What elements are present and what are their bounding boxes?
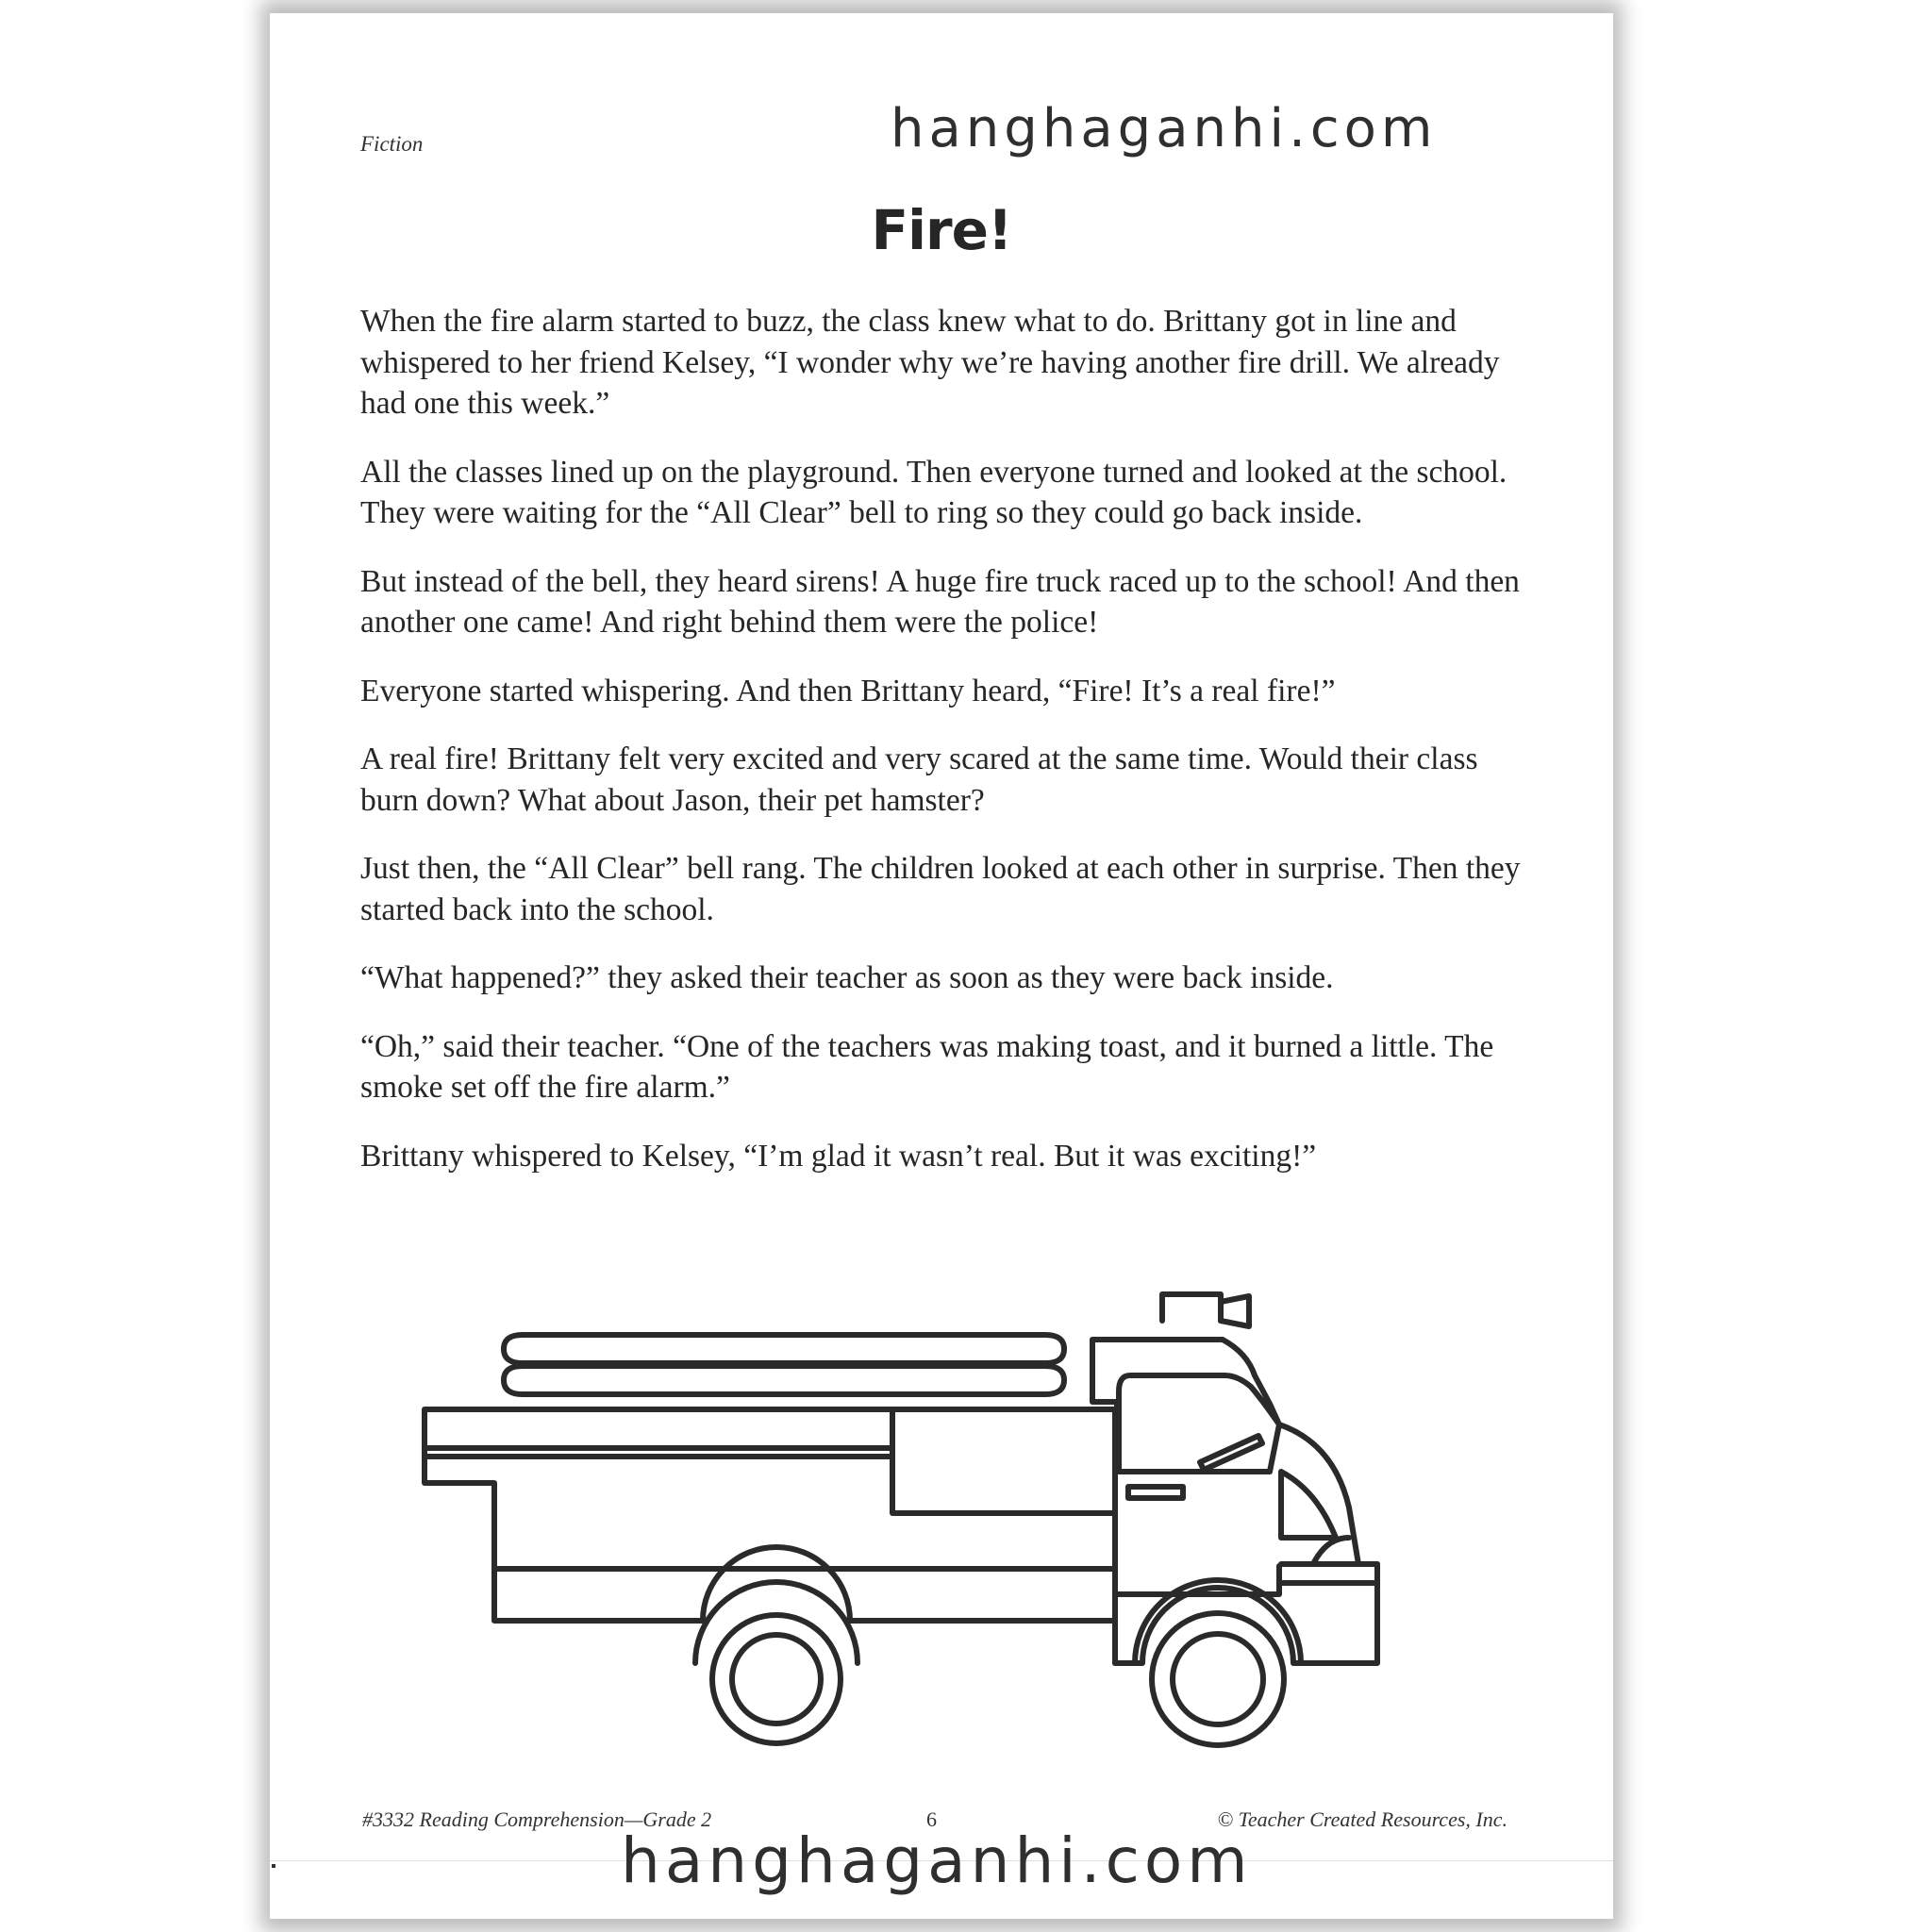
hood-front [1281, 1472, 1336, 1538]
category-label: Fiction [360, 132, 424, 156]
footer-book-title: #3332 Reading Comprehension—Grade 2 [362, 1807, 712, 1831]
siren-dome [1221, 1296, 1249, 1326]
hose-bottom [504, 1366, 1064, 1394]
worksheet-page [270, 13, 1613, 1919]
story-paragraph: “What happened?” they asked their teacher as soon as they were back inside. [360, 960, 1334, 995]
story-paragraph: “Oh,” said their teacher. “One of the teachers was making toast, and it burned a little. The smoke set off the fire alarm.” [360, 1028, 1494, 1105]
door-handle [1128, 1487, 1183, 1498]
story-paragraph: Just then, the “All Clear” bell rang. The children looked at each other in surprise. Then they started back into the school. [360, 851, 1521, 927]
fire-truck-icon [402, 1283, 1468, 1764]
watermark-top: hanghaganhi.com [891, 98, 1438, 159]
story-paragraph: Everyone started whispering. And then Brittany heard, “Fire! It’s a real fire!” [360, 673, 1336, 708]
siren-light [1162, 1294, 1221, 1321]
story-text [360, 301, 1521, 1204]
page-title: Fire! [871, 198, 1012, 262]
rear-hubcap [732, 1635, 821, 1724]
side-compartment [892, 1409, 1115, 1513]
watermark-bottom: hanghaganhi.com [621, 1824, 1253, 1897]
story-paragraph: When the fire alarm started to buzz, the class knew what to do. Brittany got in line and whispered to her friend Kelsey, “I wonder why we’re having another fire drill. We already had one this week.” [360, 304, 1500, 421]
windshield-wiper [1200, 1436, 1262, 1470]
front-hubcap [1173, 1634, 1263, 1724]
hose-top [504, 1335, 1064, 1363]
footer-page-number: 6 [926, 1807, 937, 1831]
grille-arc [1313, 1538, 1349, 1564]
footer-copyright: © Teacher Created Resources, Inc. [1217, 1807, 1507, 1831]
stray-mark [272, 1864, 275, 1868]
story-paragraph: Brittany whispered to Kelsey, “I’m glad it wasn’t real. But it was exciting!” [360, 1138, 1317, 1174]
cab-window [1119, 1375, 1279, 1472]
story-paragraph: All the classes lined up on the playground. Then everyone turned and looked at the school. They were waiting for the “All Clear” bell to ring so they could go back inside. [360, 454, 1507, 530]
story-paragraph: But instead of the bell, they heard sirens! A huge fire truck raced up to the school! And then another one came! And right behind them were the police! [360, 563, 1520, 640]
story-paragraph: A real fire! Brittany felt very excited and very scared at the same time. Would their class burn down? What about Jason, their pet hamster? [360, 741, 1478, 818]
